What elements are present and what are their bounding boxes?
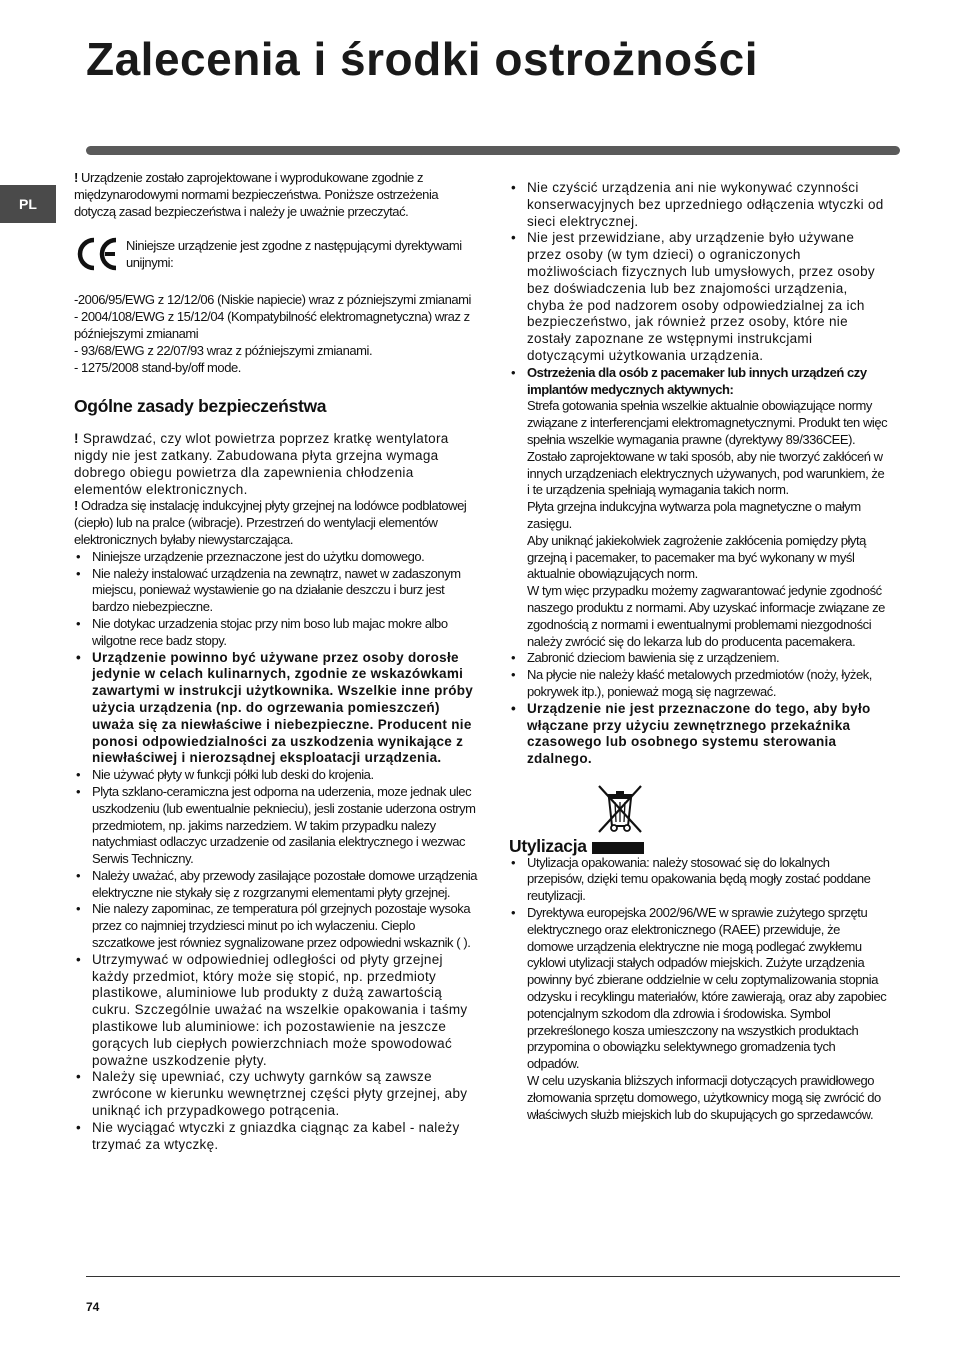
ce-mark-icon (74, 234, 120, 274)
warning-ventilation (74, 431, 478, 498)
pacemaker-paragraph: Płyta grzejna indukcyjna wytwarza pola magnetyczne o małym zasięgu. (527, 499, 861, 531)
disposal-heading-row (509, 835, 889, 856)
pacemaker-paragraph: Strefa gotowania spełnia wszelkie aktualnie obowiązujące normy związane z interferencjami elektromagnetycznymi. Produkt ten więc spełnia wszelkie wymagania prawne (dyrektywy 89/336CEE). Zostało zaprojektowane w taki sposób, aby nie tworzyć zakłóceń w innych urządzeniach elektrycznych używanych, pod warunkiem, że i te urządzenia spełniają wymagania takich norm. (527, 398, 888, 498)
list-item: • Nie należy instalować urządzenia na zewnątrz, nawet w zadaszonym miejscu, ponieważ wystawienie go na działanie deszczu i burz jest bardzo niebezpieczne. (74, 566, 478, 616)
crossed-out-wheelie-bin-icon (593, 782, 647, 836)
pacemaker-heading: • Ostrzeżenia dla osób z pacemaker lub innych urządzeń czy implantów medycznych aktywnych: (527, 364, 867, 397)
heading-bar (592, 842, 644, 854)
list-item (509, 905, 889, 1123)
list-item: • Nie dotykac urzadzenia stojac przy nim boso lub majac mokre albo wilgotne rece badz stopy. (74, 616, 478, 650)
list-item: • Utrzymywać w odpowiedniej odległości od płyty grzejnej każdy przedmiot, który może się stopić, np. przedmioty plastikowe, aluminiowe lub produkty z dużą zawartością cukru. Szczególnie uważać na wszelkie opakowania i taśmy plastikowe lub aluminiowe: ich pozostawienie na jeszcze gorących lub ciepłych powierzchniach może spowodować poważne uszkodzenie płyty. (74, 952, 478, 1070)
footer-divider (86, 1276, 900, 1277)
intro-paragraph (74, 170, 478, 220)
safety-list-continued (509, 180, 889, 768)
list-item: • Nie używać płyty w funkcji półki lub deski do krojenia. (74, 767, 478, 784)
page-title: Zalecenia i środki ostrożności (86, 33, 758, 85)
directive-3: - 93/68/EWG z 22/07/93 wraz z późniejszymi zmianami. (74, 342, 373, 358)
safety-list (74, 549, 478, 1154)
list-item: • Nie czyścić urządzenia ani nie wykonywać czynności konserwacyjnych bez uprzedniego odłączenia wtyczki od sieci elektrycznej. (509, 180, 889, 230)
list-item: • Urządzenie powinno być używane przez osoby dorosłe jedynie w celach kulinarnych, zgodnie ze wskazówkami zawartymi w instrukcji użytkownika. Wszelkie inne próby użycia urządzenia (np. do ogrzewania pomieszczeń) uważa się za niewłaściwe i niebezpieczne. Producent nie ponosi odpowiedzialności za uszkodzenia wynikające z niewłaściwej i nierozsądnej eksploatacji urządzenia. (74, 650, 478, 768)
language-tab: PL (0, 185, 56, 223)
list-item: • Urządzenie nie jest przeznaczone do tego, aby było włączane przy użyciu zewnętrznego przekaźnika czasowego lub osobnego systemu sterowania zdalnego. (509, 701, 889, 768)
pacemaker-warning (509, 365, 889, 651)
list-item: • Nie jest przewidziane, aby urządzenie było używane przez osoby (w tym dzieci) o ograniczonych możliwościach fizycznych lub umysłowych, przez osoby bez doświadczenia lub bez znajomości urządzenia, chyba że pod nadzorem osoby odpowiedzialnej za ich bezpieczeństwo, jak również przez osoby, które nie zostały zapoznane ze wstępnymi instrukcjami dotyczącymi użytkowania urządzenia. (509, 230, 889, 364)
disposal-paragraph: • Dyrektywa europejska 2002/96/WE w sprawie zużytego sprzętu elektrycznego oraz elektronicznego (RAEE) przewiduje, że domowe urządzenia elektryczne nie mogą podlegać zwykłemu cyklowi utylizacji stałych odpadów miejskich. Zużyte urządzenia powinny być zbierane oddzielnie w celu zoptymalizowania stopnia odzysku i recyklingu materiałów, które zawierają, oraz aby zapobiec potencjalnym szkodom dla zdrowia i środowiska. Symbol przekreślonego kosza umieszczony na wszystkich produktach przypomina o obowiązku selektywnego gromadzenia tych odpadów. (527, 905, 887, 1072)
warning-mark: ! (74, 170, 78, 185)
ce-text: Niniejsze urządzenie jest zgodne z następującymi dyrektywami unijnymi: (126, 238, 462, 271)
intro-text: Urządzenie zostało zaprojektowane i wyprodukowane zgodnie z międzynarodowymi normami bezpieczeństwa. Poniższe ostrzeżenia dotyczą zasad bezpieczeństwa i należy je uważnie przeczytać. (74, 170, 439, 219)
warning-mark: ! (74, 431, 79, 447)
warning-mark: ! (74, 498, 78, 514)
section-heading-disposal: Utylizacja (509, 835, 587, 856)
disposal-list (509, 855, 889, 1124)
ce-declaration (74, 234, 478, 274)
left-column (74, 170, 478, 1153)
warning-installation-text: Odradza się instalację indukcyjnej płyty grzejnej na lodówce podblatowej (ciepło) lub na pralce (wibracje). Przestrzeń do wentylacji elementów elektronicznych byłaby niewystarczająca. (74, 498, 467, 547)
pacemaker-paragraph: Aby uniknąć jakiekolwiek zagrożenie zakłócenia pomiędzy płytą grzejną i pacemaker, to pacemaker ma być wykonany w myśl aktualnie obowiązujących norm. (527, 532, 866, 582)
list-item: • Utylizacja opakowania: należy stosować się do lokalnych przepisów, dzięki temu opakowania będą mogły zostać poddane reutylizacji. (509, 855, 889, 905)
list-item: • Nie wyciągać wtyczki z gniazdka ciągnąc za kabel - należy trzymać za wtyczkę. (74, 1120, 478, 1154)
warning-ventilation-text: Sprawdzać, czy wlot powietrza poprzez kratkę wentylatora nigdy nie jest zatkany. Zabudowana płyta grzejna wymaga dobrego obiegu powietrza dla zapewnienia chłodzenia elementów elektronicznych. (74, 431, 449, 497)
list-item: • Na płycie nie należy kłaść metalowych przedmiotów (noży, łyżek, pokrywek itp.), ponieważ mogą się nagrzewać. (509, 667, 889, 701)
page-number: 74 (86, 1300, 100, 1314)
directive-2: - 2004/108/EWG z 15/12/04 (Kompatybilność elektromagnetyczna) wraz z późniejszymi zmianami (74, 309, 470, 341)
directive-1: -2006/95/EWG z 12/12/06 (Niskie napiecie) wraz z pózniejszymi zmianami (74, 292, 471, 308)
section-heading-safety: Ogólne zasady bezpieczeństwa (74, 396, 327, 417)
directive-4: - 1275/2008 stand-by/off mode. (74, 359, 241, 375)
list-item: • Należy uważać, aby przewody zasilające pozostałe domowe urządzenia elektryczne nie stykały się z rozgrzanymi elementami płyty grzejnej. (74, 868, 478, 902)
warning-installation (74, 498, 478, 548)
pacemaker-paragraph: W tym więc przypadku możemy zagwarantować jedynie zgodność naszego produktu z normami. Aby uzyskać informacje związane ze zgodnością z normami i ewentualnymi problemami niezgodności należy zwrócić się do lekarza lub do producenta pacemakera. (527, 583, 885, 649)
list-item: • Nie nalezy zapominac, ze temperatura pól grzejnych pozostaje wysoka przez co najmniej trzydziesci minut po ich wylaczeniu. Cieplo szczatkowe jest równiez sygnalizowane przez odpowiedni wskaznik ( ). (74, 901, 478, 951)
title-divider (86, 146, 900, 155)
list-item: • Zabronić dzieciom bawienia się z urządzeniem. (509, 650, 889, 667)
list-item: • Niniejsze urządzenie przeznaczone jest do użytku domowego. (74, 549, 478, 566)
right-column (509, 180, 889, 1123)
list-item: • Plyta szklano-ceramiczna jest odporna na uderzenia, moze jednak ulec uszkodzeniu (lub ewentualnie peknieciu), jesli zostanie uderzona ostrym przedmiotem, np. jakims narzedziem. W takim przypadku nalezy natychmiast odlaczyc urzadzenie od zasilania elektrycznego i wezwac Serwis Techniczny. (74, 784, 478, 868)
disposal-paragraph: W celu uzyskania bliższych informacji dotyczących prawidłowego złomowania sprzętu domowego, użytkownicy mogą się zwrócić do właściwych służb miejskich lub do skupujących go sprzedawców. (527, 1073, 881, 1122)
list-item: • Należy się upewniać, czy uchwyty garnków są zawsze zwrócone w kierunku wewnętrznej części płyty grzejnej, aby uniknąć ich przypadkowego potrącenia. (74, 1069, 478, 1119)
